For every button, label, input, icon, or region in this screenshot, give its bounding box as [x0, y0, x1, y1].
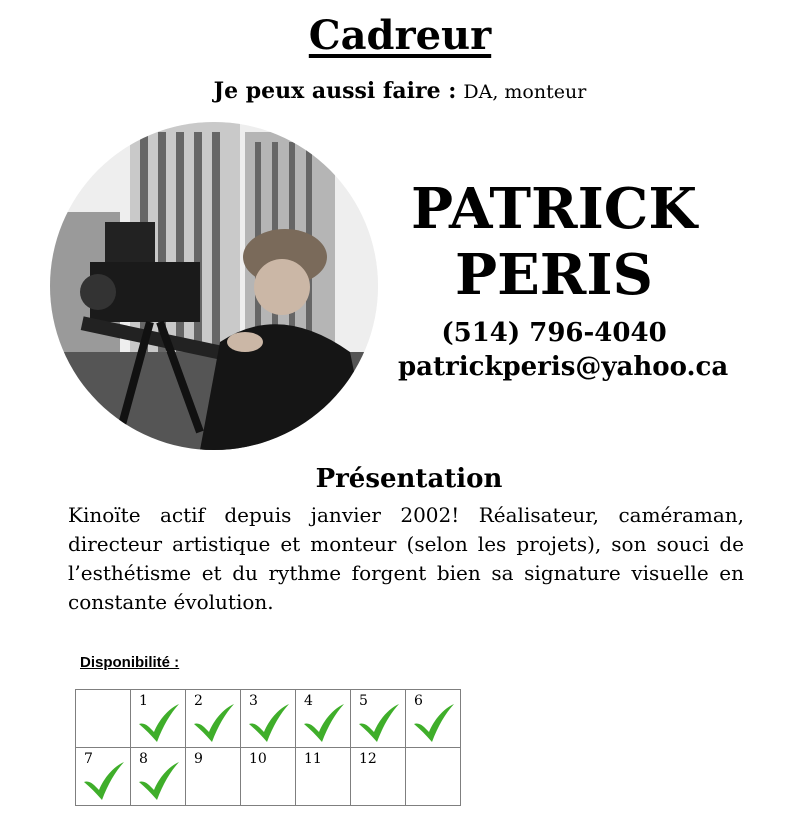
- green-checkmark-icon: [302, 700, 346, 744]
- availability-cell: 9: [186, 748, 241, 806]
- availability-row: [76, 690, 461, 748]
- person-name: [398, 176, 710, 308]
- green-checkmark-icon: [357, 700, 401, 744]
- also-value: DA, monteur: [463, 81, 587, 103]
- availability-cell: 12: [351, 748, 406, 806]
- also-can-do: [0, 78, 800, 104]
- availability-cell: 6: [406, 690, 461, 748]
- email-address: patrickperis@yahoo.ca: [398, 352, 729, 382]
- availability-cell: 7: [76, 748, 131, 806]
- presentation-text: Kinoïte actif depuis janvier 2002! Réalisateur, caméraman, directeur artistique et monteur (selon les projets), son souci de l’esthétisme et du rythme forgent bien sa signature visuelle en constante évolution.: [68, 503, 744, 614]
- availability-grid: [75, 689, 461, 806]
- availability-cell: 1: [131, 690, 186, 748]
- portrait-photo-icon: [50, 122, 378, 450]
- availability-cell: 4: [296, 690, 351, 748]
- presentation-heading: Présentation: [315, 464, 503, 494]
- green-checkmark-icon: [137, 700, 181, 744]
- availability-cell: 5: [351, 690, 406, 748]
- availability-cell: [76, 690, 131, 748]
- availability-row: [76, 748, 461, 806]
- first-name: PATRICK: [410, 176, 698, 242]
- availability-cell: 10: [241, 748, 296, 806]
- green-checkmark-icon: [137, 758, 181, 802]
- availability-label: Disponibilité :: [80, 654, 180, 671]
- availability-cell: [406, 748, 461, 806]
- last-name: PERIS: [455, 242, 653, 308]
- green-checkmark-icon: [247, 700, 291, 744]
- availability-cell: 8: [131, 748, 186, 806]
- green-checkmark-icon: [412, 700, 456, 744]
- portrait-photo: [50, 122, 378, 450]
- page-title: Cadreur: [308, 12, 492, 59]
- availability-cell: 2: [186, 690, 241, 748]
- availability-cell: 3: [241, 690, 296, 748]
- green-checkmark-icon: [82, 758, 126, 802]
- green-checkmark-icon: [192, 700, 236, 744]
- also-label: Je peux aussi faire :: [213, 78, 457, 104]
- phone-number: (514) 796-4040: [441, 318, 667, 348]
- availability-cell: 11: [296, 748, 351, 806]
